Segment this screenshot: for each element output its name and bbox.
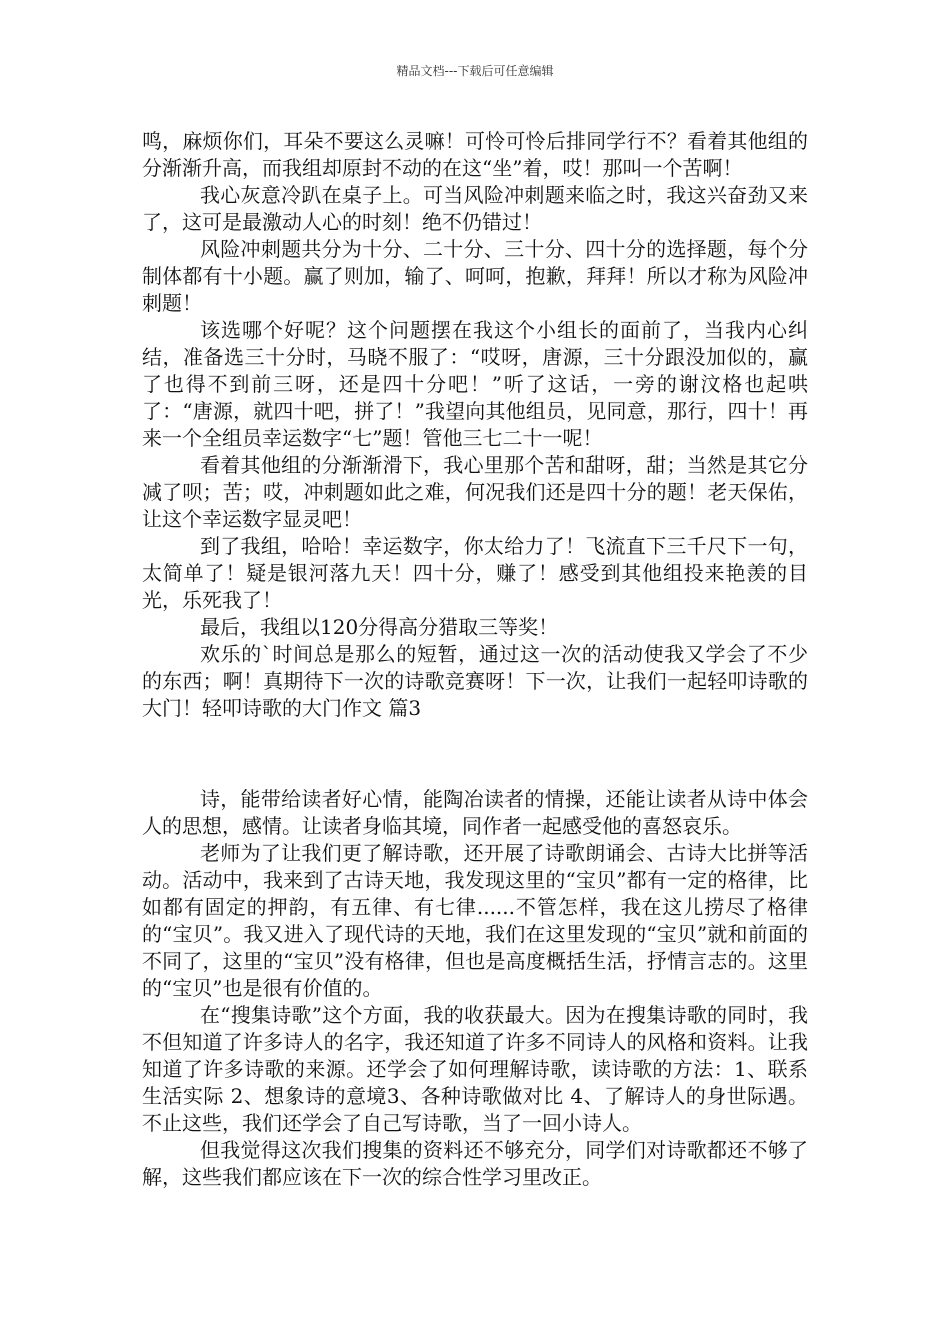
paragraph: 老师为了让我们更了解诗歌，还开展了诗歌朗诵会、古诗大比拼等活动。活动中，我来到了古诗天地，我发现这里的“宝贝”都有一定的格律，比如都有固定的押韵，有五律、有七律......不管怎样，我在这儿捞尽了格律的“宝贝”。我又进入了现代诗的天地，我们在这里发现的“宝贝”就和前面的不同了，这里的“宝贝”没有格律，但也是高度概括生活，抒情言志的。这里的“宝贝”也是很有价值的。 [142, 841, 808, 1000]
page-header: 精品文档---下载后可任意编辑 [396, 64, 554, 78]
paragraph: 欢乐的`时间总是那么的短暂，通过这一次的活动使我又学会了不少的东西；啊！真期待下一次的诗歌竞赛呀！下一次，让我们一起轻叩诗歌的大门！轻叩诗歌的大门作文 篇3 [142, 642, 808, 720]
paragraph: 我心灰意冷趴在桌子上。可当风险冲刺题来临之时，我这兴奋劲又来了，这可是最激动人心的时刻！绝不仍错过！ [142, 183, 808, 234]
paragraph: 到了我组，哈哈！幸运数字，你太给力了！飞流直下三千尺下一句，太简单了！疑是银河落九天！四十分，赚了！感受到其他组投来艳羡的目光，乐死我了！ [142, 534, 808, 612]
paragraph: 鸣，麻烦你们，耳朵不要这么灵嘛！可怜可怜后排同学行不？看着其他组的分渐渐升高，而我组却原封不动的在这“坐”着，哎！那叫一个苦啊！ [142, 129, 808, 180]
paragraph: 在“搜集诗歌”这个方面，我的收获最大。因为在搜集诗歌的同时，我不但知道了许多诗人的名字，我还知道了许多不同诗人的风格和资料。让我知道了许多诗歌的来源。还学会了如何理解诗歌，读诗歌的方法：1、联系生活实际 2、想象诗的意境3、各种诗歌做对比 4、了解诗人的身世际遇。不止这些，我们还学会了自己写诗歌，当了一回小诗人。 [142, 1003, 808, 1135]
document-body [142, 128, 808, 1191]
paragraph: 但我觉得这次我们搜集的资料还不够充分，同学们对诗歌都还不够了解，这些我们都应该在下一次的综合性学习里改正。 [142, 1138, 808, 1189]
section-gap [142, 722, 808, 786]
paragraph: 看着其他组的分渐渐滑下，我心里那个苦和甜呀，甜；当然是其它分减了呗；苦；哎，冲刺题如此之难，何况我们还是四十分的题！老天保佑，让这个幸运数字显灵吧！ [142, 453, 808, 531]
paragraph: 最后，我组以120分得高分猎取三等奖！ [200, 615, 559, 639]
paragraph: 诗，能带给读者好心情，能陶冶读者的情操，还能让读者从诗中体会人的思想，感情。让读者身临其境，同作者一起感受他的喜怒哀乐。 [142, 787, 808, 838]
paragraph: 该选哪个好呢？这个问题摆在我这个小组长的面前了，当我内心纠结，准备选三十分时，马晓不服了：“哎呀，唐源，三十分跟没加似的，赢了也得不到前三呀，还是四十分吧！”听了这话，一旁的谢汶格也起哄了：“唐源，就四十吧，拼了！”我望向其他组员，见同意，那行，四十！再来一个全组员幸运数字“七”题！管他三七二十一呢！ [142, 318, 808, 450]
paragraph: 风险冲刺题共分为十分、二十分、三十分、四十分的选择题，每个分制体都有十小题。赢了则加，输了、呵呵，抱歉，拜拜！所以才称为风险冲刺题！ [142, 237, 808, 315]
